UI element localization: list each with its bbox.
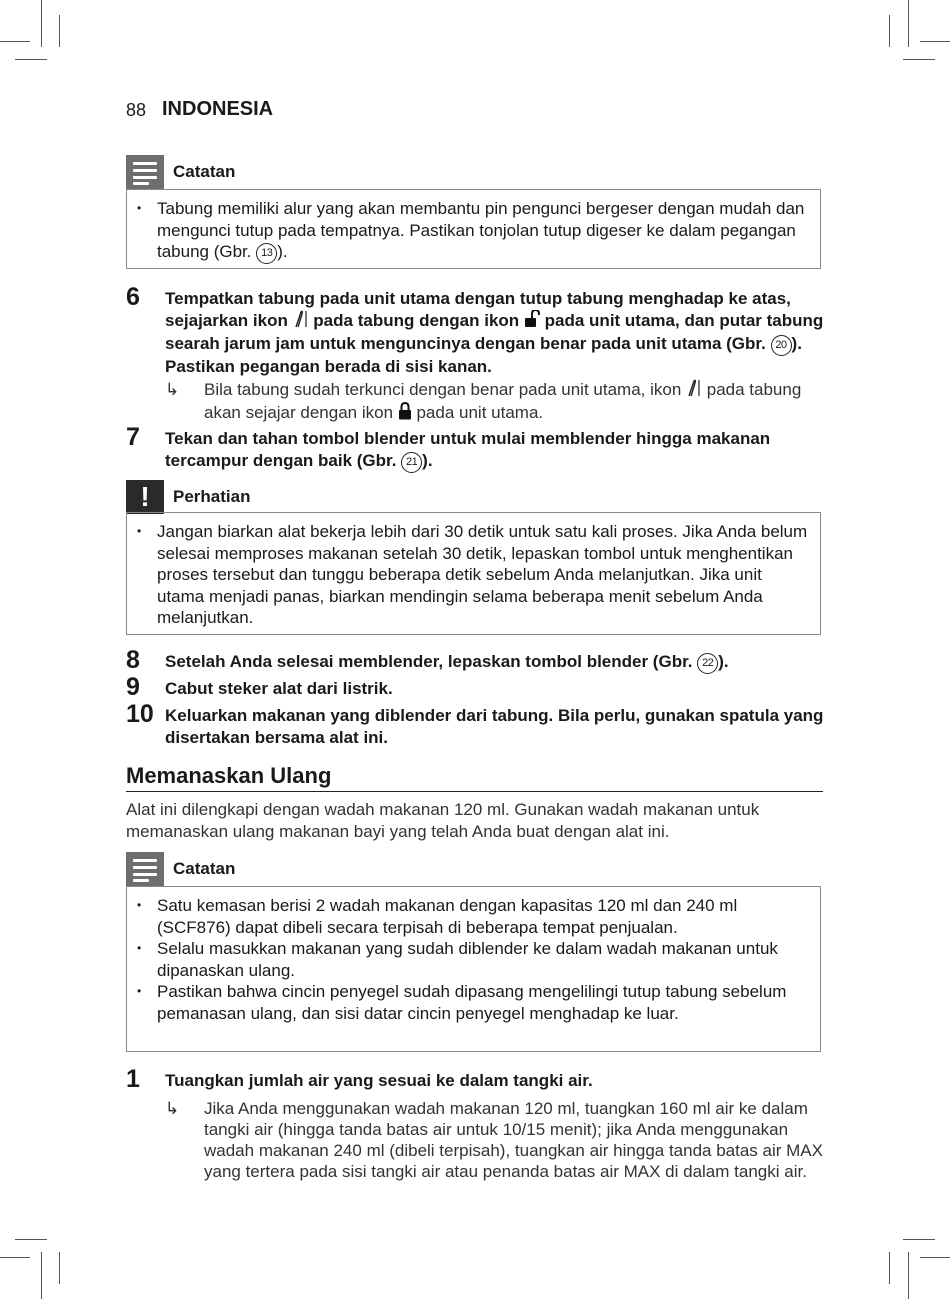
exclamation-icon: ! bbox=[126, 480, 164, 514]
step-number: 7 bbox=[126, 423, 140, 451]
note-title: Catatan bbox=[173, 859, 236, 878]
step-number: 9 bbox=[126, 673, 140, 701]
crop-mark bbox=[41, 1252, 42, 1299]
note-header bbox=[126, 155, 826, 189]
note-title: Catatan bbox=[173, 162, 236, 181]
note-icon bbox=[126, 852, 164, 886]
step-7 bbox=[126, 423, 826, 473]
step-number: 6 bbox=[126, 283, 140, 311]
crop-mark bbox=[59, 1252, 60, 1284]
step-text: Tuangkan jumlah air yang sesuai ke dalam tangki air. bbox=[165, 1071, 593, 1090]
crop-mark bbox=[41, 0, 42, 47]
crop-mark bbox=[59, 15, 60, 47]
crop-mark bbox=[908, 0, 909, 47]
step-6 bbox=[126, 283, 826, 378]
step-text: Tempatkan tabung pada unit utama dengan tutup tabung menghadap ke atas, sejajarkan ikon pada tabung dengan ikon pada unit utama, dan putar tabung searah jarum jam untuk menguncinya dengan benar pada unit utama (Gbr. 20 ). Pastikan pegangan berada di sisi kanan. bbox=[165, 289, 824, 376]
step-1-result: ↳ Jika Anda menggunakan wadah makanan 120 ml, tuangkan 160 ml air ke dalam tangki air (hingga tanda batas air untuk 10/15 menit); jika Anda menggunakan wadah makanan 240 ml (dibeli terpisah), tuangkan air hingga tanda batas air MAX yang tertera pada sisi tangki air atau penanda batas air MAX di dalam tangki air. bbox=[165, 1099, 823, 1181]
result-arrow-icon: ↳ bbox=[165, 380, 180, 399]
step-10 bbox=[126, 700, 826, 748]
crop-mark bbox=[920, 41, 950, 42]
step-text: Setelah Anda selesai memblender, lepaskan tombol blender (Gbr. 22 ). bbox=[165, 651, 826, 674]
crop-mark bbox=[15, 1239, 47, 1240]
step-number: 10 bbox=[126, 700, 154, 728]
warning-title: Perhatian bbox=[173, 487, 251, 506]
page-language: INDONESIA bbox=[162, 98, 274, 120]
crop-mark bbox=[908, 1252, 909, 1299]
crop-mark bbox=[15, 59, 47, 60]
crop-mark bbox=[0, 1257, 30, 1258]
step-number: 1 bbox=[126, 1065, 140, 1093]
page-number: 88 bbox=[126, 100, 147, 120]
figure-ref: 21 bbox=[401, 452, 422, 473]
crop-mark bbox=[920, 1257, 950, 1258]
section-intro: Alat ini dilengkapi dengan wadah makanan 120 ml. Gunakan wadah makanan untuk memanaskan ulang makanan bayi yang telah Anda buat dengan alat ini. bbox=[126, 800, 760, 841]
figure-ref: 13 bbox=[256, 243, 277, 264]
crop-mark bbox=[903, 59, 935, 60]
step-text: Keluarkan makanan yang diblender dari tabung. Bila perlu, gunakan spatula yang disertakan bersama alat ini. bbox=[165, 706, 824, 747]
figure-ref: 22 bbox=[697, 653, 718, 674]
step-1 bbox=[126, 1065, 826, 1093]
step-8 bbox=[126, 646, 826, 674]
tube-align-icon bbox=[293, 310, 309, 334]
note-box bbox=[126, 886, 821, 1052]
note-item: • Pastikan bahwa cincin penyegel sudah dipasang mengelilingi tutup tabung sebelum pemanasan ulang, dan sisi datar cincin penyegel menghadap ke luar. bbox=[157, 981, 812, 1024]
tube-align-icon bbox=[686, 379, 702, 402]
warning-box bbox=[126, 512, 821, 635]
warning-item: • Jangan biarkan alat bekerja lebih dari 30 detik untuk satu kali proses. Jika Anda belum selesai memproses makanan setelah 30 detik, lepaskan tombol untuk menghentikan proses tersebut dan tunggu beberapa detik sebelum Anda melanjutkan. Jika unit utama menjadi panas, biarkan mendingin selama beberapa menit sebelum Anda melanjutkan. bbox=[157, 521, 812, 629]
result-arrow-icon: ↳ bbox=[165, 1099, 180, 1118]
note-item: • Selalu masukkan makanan yang sudah diblender ke dalam wadah makanan untuk dipanaskan ulang. bbox=[157, 938, 812, 981]
note-header bbox=[126, 852, 826, 886]
warning-header bbox=[126, 480, 826, 514]
lock-icon bbox=[398, 402, 412, 425]
crop-mark bbox=[889, 15, 890, 47]
unlock-icon bbox=[524, 310, 540, 334]
crop-mark bbox=[0, 41, 30, 42]
step-text: Cabut steker alat dari listrik. bbox=[165, 679, 393, 698]
note-icon bbox=[126, 155, 164, 189]
figure-ref: 20 bbox=[771, 335, 792, 356]
crop-mark bbox=[889, 1252, 890, 1284]
section-heading: Memanaskan Ulang bbox=[126, 763, 823, 792]
note-box bbox=[126, 189, 821, 269]
note-item: • Satu kemasan berisi 2 wadah makanan dengan kapasitas 120 ml dan 240 ml (SCF876) dapat dibeli secara terpisah di beberapa tempat penjualan. bbox=[157, 895, 812, 938]
note-item: • Tabung memiliki alur yang akan membantu pin pengunci bergeser dengan mudah dan mengunci tutup pada tempatnya. Pastikan tonjolan tutup digeser ke dalam pegangan tabung (Gbr. 13 ). bbox=[157, 198, 812, 264]
step-number: 8 bbox=[126, 646, 140, 674]
step-9 bbox=[126, 673, 826, 701]
step-6-result: ↳ Bila tabung sudah terkunci dengan benar pada unit utama, ikon pada tabung akan sejajar dengan ikon pada unit utama. bbox=[165, 379, 825, 425]
crop-mark bbox=[903, 1239, 935, 1240]
step-text: Tekan dan tahan tombol blender untuk mulai memblender hingga makanan tercampur dengan baik (Gbr. 21 ). bbox=[165, 428, 826, 473]
